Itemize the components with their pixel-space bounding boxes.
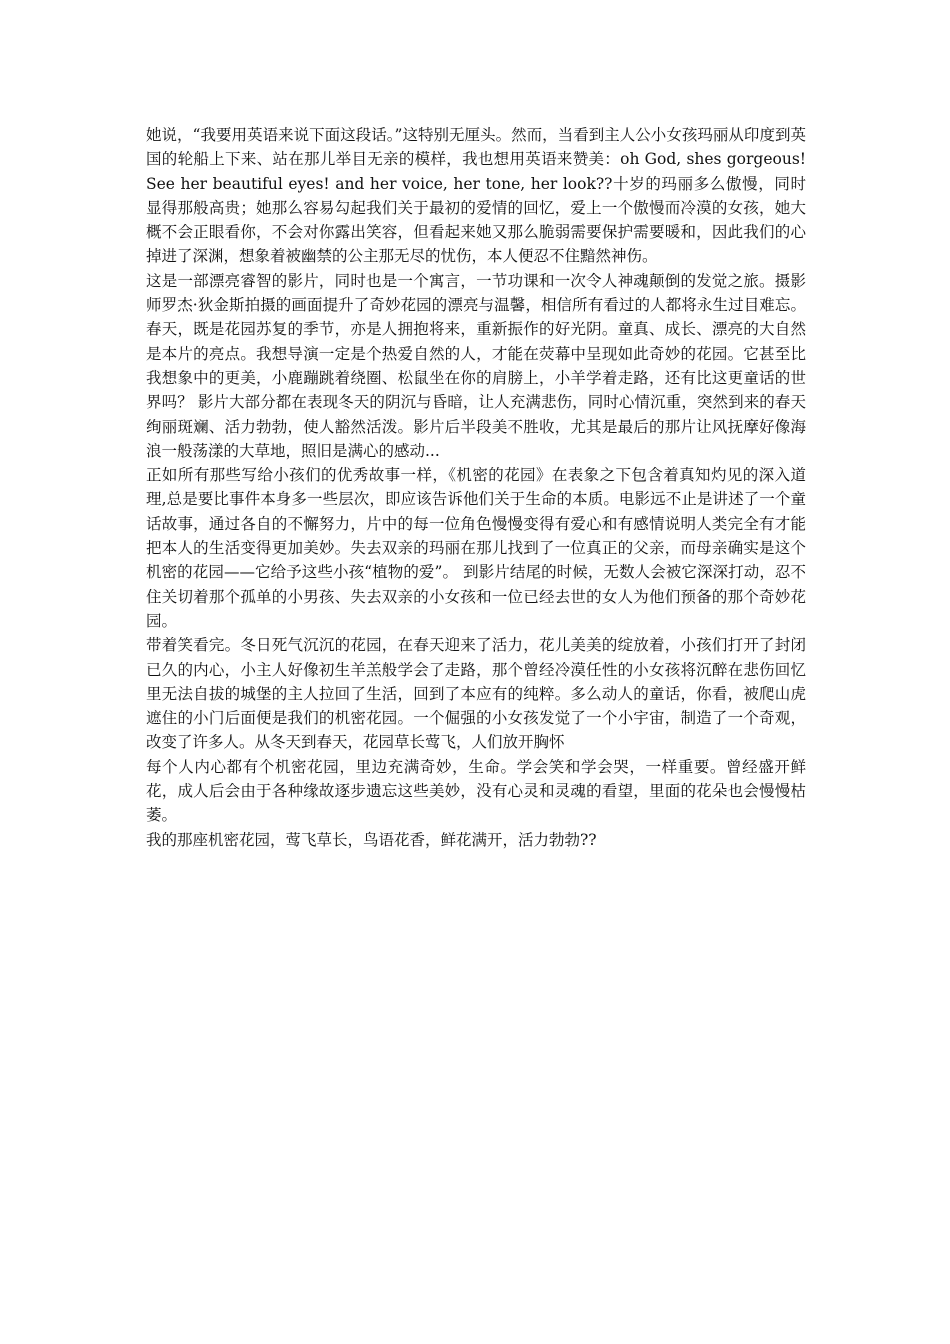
paragraph-6: 我的那座机密花园，莺飞草长，鸟语花香，鲜花满开，活力勃勃?? — [146, 830, 597, 849]
paragraph-5: 每个人内心都有个机密花园，里边充满奇妙，生命。学会笑和学会哭，一样重要。曾经盛开鲜花，成人后会由于各种缘故逐步遗忘这些美妙，没有心灵和灵魂的看望，里面的花朵也会慢慢枯萎。 — [146, 757, 806, 825]
paragraph-3: 正如所有那些写给小孩们的优秀故事一样，《机密的花园》在表象之下包含着真知灼见的深入道理,总是要比事件本身多一些层次，即应该告诉他们关于生命的本质。电影远不止是讲述了一个童话故事，通过各自的不懈努力，片中的每一位角色慢慢变得有爱心和有感情说明人类完全有才能把本人的生活变得更加美妙。失去双亲的玛丽在那儿找到了一位真正的父亲，而母亲确实是这个机密的花园——它给予这些小孩“植物的爱”。 到影片结尾的时候，无数人会被它深深打动，忍不住关切着那个孤单的小男孩、失去双亲的小女孩和一位已经去世的女人为他们预备的那个奇妙花园。 — [146, 466, 806, 630]
paragraph-4: 带着笑看完。冬日死气沉沉的花园，在春天迎来了活力，花儿美美的绽放着，小孩们打开了封闭已久的内心，小主人好像初生羊羔般学会了走路，那个曾经冷漠任性的小女孩将沉醉在悲伤回忆里无法自拔的城堡的主人拉回了生活，回到了本应有的纯粹。多么动人的童话，你看，被爬山虎遮住的小门后面便是我们的机密花园。一个倔强的小女孩发觉了一个小宇宙，制造了一个奇观，改变了许多人。从冬天到春天，花园草长莺飞，人们放开胸怀 — [146, 636, 806, 752]
paragraph-2: 这是一部漂亮睿智的影片，同时也是一个寓言，一节功课和一次令人神魂颠倒的发觉之旅。摄影师罗杰·狄金斯拍摄的画面提升了奇妙花园的漂亮与温馨，相信所有看过的人都将永生过目难忘。春天，既是花园苏复的季节，亦是人拥抱将来，重新振作的好光阴。童真、成长、漂亮的大自然是本片的亮点。我想导演一定是个热爱自然的人，才能在荧幕中呈现如此奇妙的花园。它甚至比我想象中的更美，小鹿蹦跳着绕圈、松鼠坐在你的肩膀上，小羊学着走路，还有比这更童话的世界吗？ 影片大部分都在表现冬天的阴沉与昏暗，让人充满悲伤，同时心情沉重，突然到来的春天绚丽斑斓、活力勃勃，使人豁然活泼。影片后半段美不胜收，尤其是最后的那片让风抚摩好像海浪一般荡漾的大草地，照旧是满心的感动... — [146, 271, 806, 460]
paragraph-1: 她说，“我要用英语来说下面这段话。”这特别无厘头。然而，当看到主人公小女孩玛丽从印度到英国的轮船上下来、站在那儿举目无亲的模样，我也想用英语来赞美：oh God, shes gorgeous! See her beautiful eyes! and her voice, her tone, her look??十岁的玛丽多么傲慢，同时显得那般高贵；她那么容易勾起我们关于最初的爱情的回忆，爱上一个傲慢而冷漠的女孩，她大概不会正眼看你，不会对你露出笑容，但看起来她又那么脆弱需要保护需要暖和，因此我们的心掉进了深渊，想象着被幽禁的公主那无尽的忧伤，本人便忍不住黯然神伤。 — [146, 126, 806, 266]
document-body — [146, 123, 806, 852]
